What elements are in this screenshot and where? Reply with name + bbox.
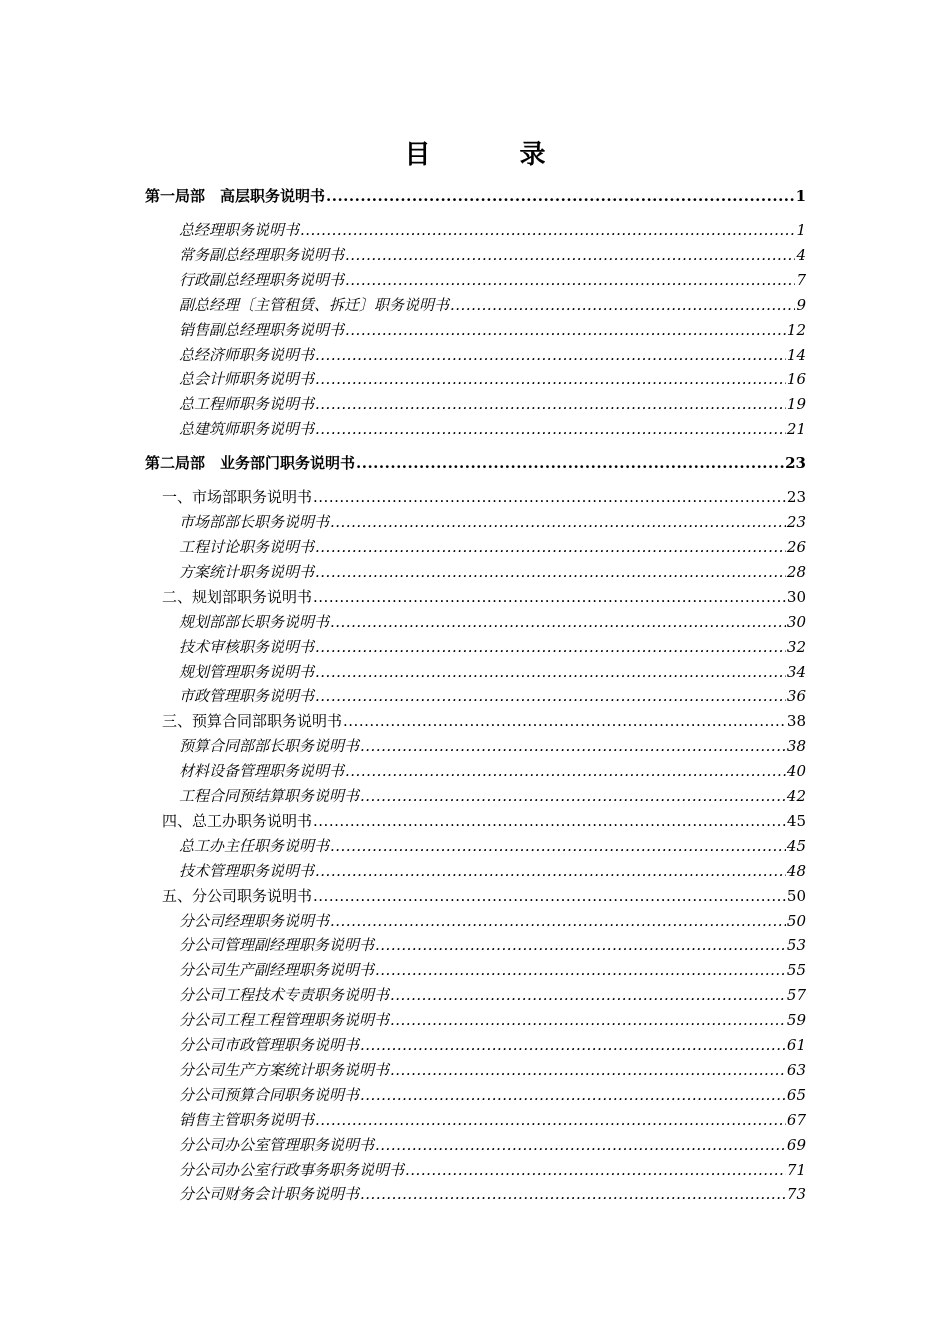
toc-entry-label: 工程讨论职务说明书	[179, 538, 315, 556]
toc-entry[interactable]	[179, 1085, 806, 1105]
toc-entry-label: 三、预算合同部职务说明书	[162, 712, 343, 731]
toc-entry-label: 四、总工办职务说明书	[162, 811, 313, 830]
dot-leader	[345, 270, 795, 290]
toc-page-number: 38	[786, 712, 806, 731]
dot-leader	[375, 935, 786, 955]
toc-entry[interactable]	[179, 562, 806, 582]
toc-entry-label: 材料设备管理职务说明书	[179, 762, 345, 781]
toc-entry[interactable]	[179, 836, 806, 856]
toc-page-number: 30	[786, 612, 806, 631]
toc-entry-label: 常务副总经理职务说明书	[179, 245, 345, 264]
toc-entry[interactable]	[179, 369, 806, 389]
toc-page-number: 50	[786, 911, 806, 930]
toc-page-number: 50	[786, 886, 806, 905]
toc-page-number: 48	[786, 861, 806, 880]
dot-leader	[390, 1010, 786, 1030]
toc-page-number: 28	[786, 562, 806, 581]
dot-leader	[330, 612, 786, 632]
dot-leader	[315, 537, 786, 557]
toc-entry[interactable]	[179, 686, 806, 706]
dot-leader	[330, 512, 786, 532]
toc-entry-label: 规划部部长职务说明书	[179, 612, 330, 631]
toc-entry-label: 预算合同部部长职务说明书	[179, 737, 360, 756]
toc-entry[interactable]	[179, 861, 806, 881]
toc-entry[interactable]	[162, 587, 806, 607]
toc-entry-label: 五、分公司职务说明书	[162, 886, 313, 905]
toc-entry-label: 总工程师职务说明书	[179, 395, 315, 414]
dot-leader	[315, 369, 786, 389]
toc-page-number: 23	[786, 488, 806, 507]
toc-page-number: 32	[786, 637, 806, 656]
toc-page-number: 30	[786, 587, 806, 606]
toc-page-number: 38	[786, 737, 806, 756]
toc-entry-label: 规划管理职务说明书	[179, 662, 315, 681]
toc-entry-label: 总经理职务说明书	[179, 221, 300, 239]
toc-page-number: 1	[796, 221, 806, 239]
toc-entry[interactable]	[162, 886, 806, 906]
dot-leader	[345, 320, 786, 340]
dot-leader	[390, 1060, 786, 1080]
toc-entry-label: 技术管理职务说明书	[179, 861, 315, 880]
dot-leader	[360, 1085, 786, 1105]
toc-entry[interactable]	[179, 320, 806, 340]
toc-entry-label: 销售副总经理职务说明书	[179, 320, 345, 339]
toc-page-number: 26	[786, 538, 806, 556]
page-title: 目 录	[404, 140, 586, 170]
dot-leader	[405, 1160, 786, 1180]
dot-leader	[360, 786, 786, 806]
toc-entry-label: 总工办主任职务说明书	[179, 836, 330, 855]
dot-leader	[315, 345, 786, 365]
toc-page-number: 42	[786, 787, 806, 805]
dot-leader	[450, 295, 795, 315]
dot-leader	[313, 587, 786, 607]
toc-entry[interactable]	[179, 394, 806, 414]
dot-leader	[330, 911, 786, 931]
dot-leader	[315, 662, 786, 682]
toc-entry-label: 一、市场部职务说明书	[162, 488, 313, 507]
toc-entry[interactable]	[179, 1110, 806, 1130]
toc-entry-label: 分公司工程工程管理职务说明书	[179, 1011, 390, 1030]
toc-entry-label: 分公司管理副经理职务说明书	[179, 936, 375, 955]
toc-entry[interactable]	[179, 736, 806, 756]
toc-page-number: 61	[786, 1036, 806, 1054]
toc-entry[interactable]	[179, 612, 806, 632]
toc-page-number: 45	[786, 836, 806, 855]
toc-page-number: 34	[786, 662, 806, 681]
toc-entry[interactable]	[179, 637, 806, 657]
toc-page-number: 21	[786, 420, 806, 439]
toc-entry-label: 分公司市政管理职务说明书	[179, 1036, 360, 1054]
toc-entry[interactable]	[179, 911, 806, 931]
toc-entry[interactable]	[179, 935, 806, 955]
dot-leader	[313, 487, 786, 507]
toc-page-number: 71	[786, 1160, 806, 1179]
toc-entry[interactable]	[162, 711, 806, 731]
toc-entry-label: 市场部部长职务说明书	[179, 513, 330, 532]
toc-page-number: 69	[786, 1135, 806, 1154]
toc-page-number: 23	[786, 513, 806, 532]
toc-entry-label: 总建筑师职务说明书	[179, 420, 315, 439]
toc-entry-label: 总会计师职务说明书	[179, 370, 315, 389]
toc-page-number: 53	[786, 936, 806, 955]
toc-entry-label: 副总经理〔主管租赁、拆迁〕职务说明书	[179, 295, 450, 314]
toc-page-number: 23	[785, 454, 806, 473]
toc-entry-label: 分公司预算合同职务说明书	[179, 1085, 360, 1104]
dot-leader	[356, 453, 784, 473]
toc-entry[interactable]	[179, 662, 806, 682]
toc-entry[interactable]	[179, 1184, 806, 1204]
toc-page-number: 65	[786, 1085, 806, 1104]
toc-entry-label: 分公司办公室管理职务说明书	[179, 1135, 375, 1154]
dot-leader	[375, 960, 786, 980]
toc-page-number: 7	[796, 270, 806, 289]
toc-page-number: 4	[796, 245, 806, 264]
toc-entry-label: 分公司财务会计职务说明书	[179, 1185, 360, 1204]
toc-page-number: 14	[786, 345, 806, 364]
toc-entry-label: 销售主管职务说明书	[179, 1110, 315, 1129]
dot-leader	[315, 419, 786, 439]
dot-leader	[390, 985, 786, 1005]
toc-entry[interactable]	[179, 1160, 806, 1180]
toc-page-number: 16	[786, 370, 806, 389]
toc-section-heading[interactable]	[145, 186, 806, 206]
toc-page-number: 19	[786, 395, 806, 414]
toc-entry[interactable]	[162, 487, 806, 507]
toc-entry-label: 工程合同预结算职务说明书	[179, 787, 360, 805]
dot-leader	[313, 886, 786, 906]
toc-entry[interactable]	[179, 761, 806, 781]
toc-section-heading[interactable]	[145, 453, 806, 473]
toc-page-number: 57	[786, 986, 806, 1005]
toc-entry[interactable]	[179, 1010, 806, 1030]
toc-entry-label: 分公司办公室行政事务职务说明书	[179, 1160, 405, 1179]
dot-leader	[360, 1184, 786, 1204]
dot-leader	[315, 1110, 786, 1130]
toc-entry[interactable]	[179, 1060, 806, 1080]
toc-entry[interactable]	[179, 985, 806, 1005]
dot-leader	[315, 637, 786, 657]
toc-entry[interactable]	[179, 270, 806, 290]
toc-entry-label: 分公司生产方案统计职务说明书	[179, 1060, 390, 1079]
toc-entry[interactable]	[179, 220, 806, 240]
dot-leader	[315, 861, 786, 881]
dot-leader	[345, 761, 786, 781]
toc-entry-label: 总经济师职务说明书	[179, 345, 315, 364]
toc-page-number: 59	[786, 1011, 806, 1030]
toc-entry-label: 二、规划部职务说明书	[162, 587, 313, 606]
toc-page-number: 36	[786, 687, 806, 706]
toc-entry[interactable]	[179, 1035, 806, 1055]
toc-page-number: 45	[786, 811, 806, 830]
toc-entry[interactable]	[179, 960, 806, 980]
dot-leader	[375, 1135, 786, 1155]
toc-entry-label: 分公司经理职务说明书	[179, 911, 330, 930]
toc-entry[interactable]	[162, 811, 806, 831]
dot-leader	[326, 186, 795, 206]
dot-leader	[315, 394, 786, 414]
toc-entry-label: 分公司生产副经理职务说明书	[179, 961, 375, 980]
dot-leader	[345, 245, 795, 265]
dot-leader	[315, 562, 786, 582]
dot-leader	[330, 836, 786, 856]
toc-entry[interactable]	[179, 786, 806, 806]
dot-leader	[300, 220, 795, 240]
toc-entry[interactable]	[179, 1135, 806, 1155]
toc-page-number: 73	[786, 1185, 806, 1204]
toc-entry[interactable]	[179, 537, 806, 557]
toc-page-number: 9	[796, 295, 806, 314]
toc-page-number: 55	[786, 961, 806, 980]
toc-page-number: 63	[786, 1060, 806, 1079]
dot-leader	[360, 736, 786, 756]
dot-leader	[315, 686, 786, 706]
toc-entry-label: 行政副总经理职务说明书	[179, 270, 345, 289]
toc-entry[interactable]	[179, 419, 806, 439]
toc-entry[interactable]	[179, 295, 806, 315]
toc-entry-label: 分公司工程技术专责职务说明书	[179, 986, 390, 1005]
toc-entry-label: 技术审核职务说明书	[179, 637, 315, 656]
toc-entry[interactable]	[179, 512, 806, 532]
dot-leader	[360, 1035, 786, 1055]
toc-entry-label: 方案统计职务说明书	[179, 562, 315, 581]
dot-leader	[313, 811, 786, 831]
toc-entry-label: 市政管理职务说明书	[179, 687, 315, 706]
toc-page-number: 1	[795, 187, 806, 205]
toc-entry-label: 第一局部 高层职务说明书	[145, 187, 326, 205]
toc-entry[interactable]	[179, 245, 806, 265]
dot-leader	[343, 711, 786, 731]
toc-entry[interactable]	[179, 345, 806, 365]
toc-page-number: 12	[786, 320, 806, 339]
toc-entry-label: 第二局部 业务部门职务说明书	[145, 454, 356, 473]
toc-page-number: 67	[786, 1110, 806, 1129]
toc-page-number: 40	[786, 762, 806, 781]
